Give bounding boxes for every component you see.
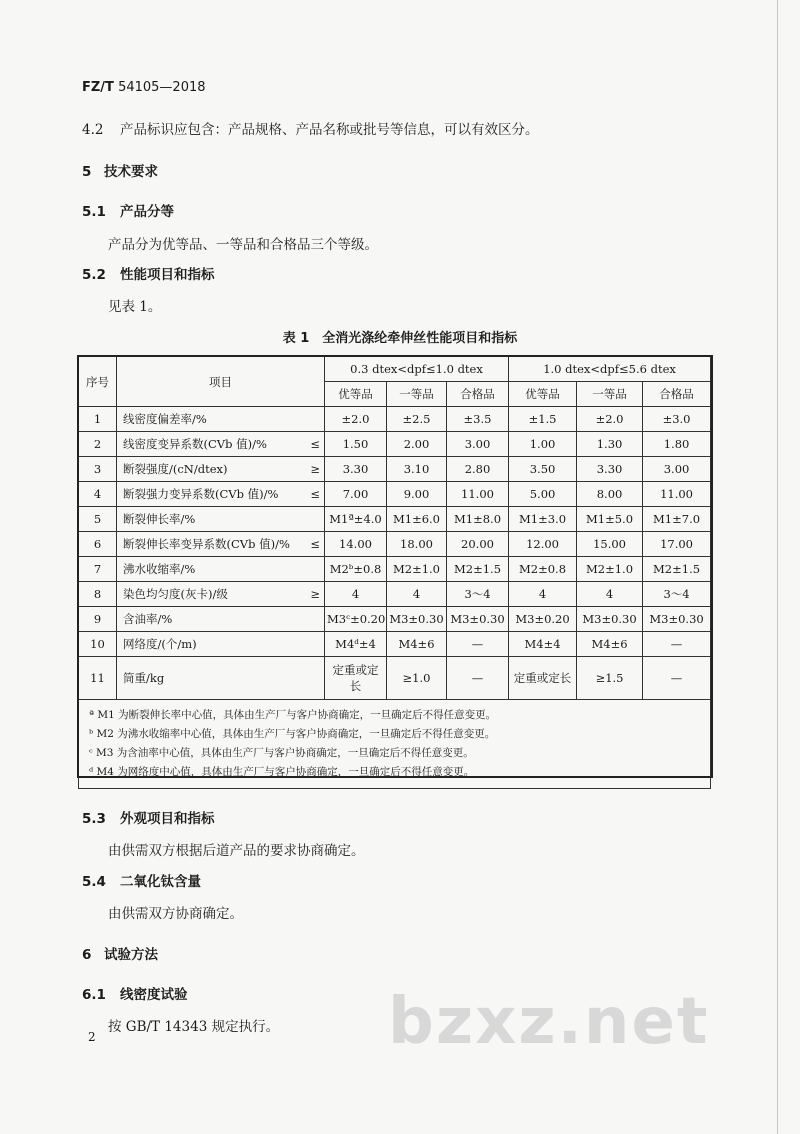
table-caption: 表 1 全消光涤纶牵伸丝性能项目和指标	[282, 331, 518, 346]
value-cell: 2.00	[387, 432, 447, 457]
standard-number: 54105—2018	[118, 80, 206, 95]
section-5-2-heading: 5.2 性能项目和指标	[82, 267, 215, 283]
row-seq: 7	[79, 557, 117, 582]
grade-header: 优等品	[325, 382, 387, 407]
row-seq: 5	[79, 507, 117, 532]
value-cell: 3～4	[447, 582, 509, 607]
value-cell: 17.00	[643, 532, 711, 557]
row-item	[117, 632, 325, 657]
value-cell: M4±6	[387, 632, 447, 657]
value-cell: —	[643, 657, 711, 700]
value-cell: M2±1.0	[577, 557, 643, 582]
value-cell: 3.30	[577, 457, 643, 482]
value-cell: 1.30	[577, 432, 643, 457]
row-item-label: 线密度变异系数(CVb 值)/%	[123, 437, 267, 451]
row-operator: ≤	[310, 537, 320, 551]
watermark: bzxz.net	[388, 985, 710, 1059]
value-cell: M1±6.0	[387, 507, 447, 532]
row-seq: 9	[79, 607, 117, 632]
value-cell: 11.00	[447, 482, 509, 507]
table-row	[79, 507, 711, 532]
row-seq: 11	[79, 657, 117, 700]
value-cell: ≥1.0	[387, 657, 447, 700]
value-cell: 1.00	[509, 432, 577, 457]
value-cell: M4±6	[577, 632, 643, 657]
table-footnotes	[79, 700, 711, 789]
value-cell: 1.50	[325, 432, 387, 457]
table-row	[79, 457, 711, 482]
section-6-1-heading: 6.1 线密度试验	[82, 987, 188, 1003]
table-row	[79, 632, 711, 657]
row-item	[117, 507, 325, 532]
range-header-2: 1.0 dtex<dpf≤5.6 dtex	[509, 357, 711, 382]
value-cell: —	[447, 657, 509, 700]
row-item-label: 断裂伸长率变异系数(CVb 值)/%	[123, 537, 290, 551]
value-cell: 5.00	[509, 482, 577, 507]
value-cell: 3.30	[325, 457, 387, 482]
value-cell: 20.00	[447, 532, 509, 557]
footnote: ᶜ M3 为含油率中心值，具体由生产厂与客户协商确定，一旦确定后不得任意变更。	[89, 747, 474, 759]
section-6-1-text: 按 GB/T 14343 规定执行。	[108, 1019, 280, 1035]
value-cell: 3.10	[387, 457, 447, 482]
row-item	[117, 407, 325, 432]
grade-header: 合格品	[643, 382, 711, 407]
row-item-label: 线密度偏差率/%	[123, 412, 207, 426]
section-6-heading: 6 试验方法	[82, 947, 158, 963]
value-cell: 3～4	[643, 582, 711, 607]
value-cell: M1±7.0	[643, 507, 711, 532]
value-cell: M2±1.5	[643, 557, 711, 582]
section-5-heading: 5 技术要求	[82, 164, 158, 180]
row-seq: 2	[79, 432, 117, 457]
value-cell: 2.80	[447, 457, 509, 482]
section-5-4-heading: 5.4 二氧化钛含量	[82, 874, 201, 890]
row-item-label: 染色均匀度(灰卡)/级	[123, 587, 228, 601]
row-operator: ≥	[310, 587, 320, 601]
value-cell: M3ᶜ±0.20	[325, 607, 387, 632]
row-operator: ≤	[310, 487, 320, 501]
value-cell: 4	[509, 582, 577, 607]
value-cell: 4	[577, 582, 643, 607]
table-row	[79, 557, 711, 582]
row-item-label: 网络度/(个/m)	[123, 637, 197, 651]
row-item-label: 断裂伸长率/%	[123, 512, 196, 526]
value-cell: ±2.0	[325, 407, 387, 432]
row-seq: 1	[79, 407, 117, 432]
row-seq: 3	[79, 457, 117, 482]
value-cell: M3±0.30	[447, 607, 509, 632]
standard-header	[82, 80, 206, 95]
row-item	[117, 657, 325, 700]
row-item	[117, 482, 325, 507]
section-5-1-heading: 5.1 产品分等	[82, 204, 174, 220]
row-seq: 8	[79, 582, 117, 607]
value-cell: M1±3.0	[509, 507, 577, 532]
value-cell: M1ª±4.0	[325, 507, 387, 532]
value-cell: M4±4	[509, 632, 577, 657]
standard-code: FZ/T	[82, 80, 114, 95]
footnote: ª M1 为断裂伸长率中心值，具体由生产厂与客户协商确定，一旦确定后不得任意变更。	[89, 709, 497, 721]
row-seq: 10	[79, 632, 117, 657]
table-row	[79, 407, 711, 432]
page-edge	[777, 0, 778, 1134]
col-header-seq: 序号	[79, 357, 117, 407]
col-header-item: 项目	[117, 357, 325, 407]
table-row	[79, 432, 711, 457]
table-row	[79, 582, 711, 607]
value-cell: M1±8.0	[447, 507, 509, 532]
value-cell: 18.00	[387, 532, 447, 557]
value-cell: 8.00	[577, 482, 643, 507]
section-5-3-heading: 5.3 外观项目和指标	[82, 811, 215, 827]
clause-4-2: 4.2 产品标识应包含：产品规格、产品名称或批号等信息，可以有效区分。	[82, 122, 539, 138]
row-item	[117, 532, 325, 557]
value-cell: 9.00	[387, 482, 447, 507]
section-5-4-text: 由供需双方协商确定。	[108, 906, 243, 922]
row-operator: ≥	[310, 462, 320, 476]
value-cell: 4	[387, 582, 447, 607]
grade-header: 一等品	[387, 382, 447, 407]
row-item	[117, 582, 325, 607]
value-cell: 定重或定长	[325, 657, 387, 700]
table-row	[79, 532, 711, 557]
value-cell: ±2.0	[577, 407, 643, 432]
value-cell: 15.00	[577, 532, 643, 557]
section-5-1-text: 产品分为优等品、一等品和合格品三个等级。	[108, 237, 378, 253]
table-row	[79, 607, 711, 632]
range-header-1: 0.3 dtex<dpf≤1.0 dtex	[325, 357, 509, 382]
value-cell: 12.00	[509, 532, 577, 557]
value-cell: —	[643, 632, 711, 657]
footnote: ᵇ M2 为沸水收缩率中心值，具体由生产厂与客户协商确定，一旦确定后不得任意变更。	[89, 728, 496, 740]
value-cell: ±3.0	[643, 407, 711, 432]
row-seq: 4	[79, 482, 117, 507]
value-cell: ±3.5	[447, 407, 509, 432]
performance-table	[78, 356, 711, 789]
value-cell: 1.80	[643, 432, 711, 457]
grade-header: 优等品	[509, 382, 577, 407]
value-cell: —	[447, 632, 509, 657]
row-item-label: 断裂强力变异系数(CVb 值)/%	[123, 487, 279, 501]
value-cell: M3±0.30	[387, 607, 447, 632]
value-cell: ±2.5	[387, 407, 447, 432]
value-cell: M3±0.30	[643, 607, 711, 632]
row-item	[117, 432, 325, 457]
page-number: 2	[88, 1030, 96, 1044]
row-item-label: 沸水收缩率/%	[123, 562, 196, 576]
value-cell: ≥1.5	[577, 657, 643, 700]
row-item-label: 断裂强度/(cN/dtex)	[123, 462, 228, 476]
value-cell: 14.00	[325, 532, 387, 557]
row-item-label: 含油率/%	[123, 612, 173, 626]
value-cell: M3±0.30	[577, 607, 643, 632]
value-cell: M1±5.0	[577, 507, 643, 532]
value-cell: M2ᵇ±0.8	[325, 557, 387, 582]
row-item	[117, 457, 325, 482]
value-cell: M2±1.5	[447, 557, 509, 582]
table-row	[79, 482, 711, 507]
value-cell: ±1.5	[509, 407, 577, 432]
value-cell: 11.00	[643, 482, 711, 507]
value-cell: 定重或定长	[509, 657, 577, 700]
row-operator: ≤	[310, 437, 320, 451]
row-item-label: 筒重/kg	[123, 671, 165, 685]
value-cell: 3.00	[643, 457, 711, 482]
row-item	[117, 557, 325, 582]
value-cell: M2±1.0	[387, 557, 447, 582]
value-cell: 3.50	[509, 457, 577, 482]
grade-header: 一等品	[577, 382, 643, 407]
grade-header: 合格品	[447, 382, 509, 407]
value-cell: 7.00	[325, 482, 387, 507]
value-cell: 3.00	[447, 432, 509, 457]
value-cell: M4ᵈ±4	[325, 632, 387, 657]
value-cell: 4	[325, 582, 387, 607]
section-5-2-text: 见表 1。	[108, 299, 162, 315]
value-cell: M2±0.8	[509, 557, 577, 582]
row-item	[117, 607, 325, 632]
section-5-3-text: 由供需双方根据后道产品的要求协商确定。	[108, 843, 365, 859]
row-seq: 6	[79, 532, 117, 557]
table-row	[79, 657, 711, 700]
value-cell: M3±0.20	[509, 607, 577, 632]
footnote: ᵈ M4 为网络度中心值，具体由生产厂与客户协商确定，一旦确定后不得任意变更。	[89, 766, 475, 778]
